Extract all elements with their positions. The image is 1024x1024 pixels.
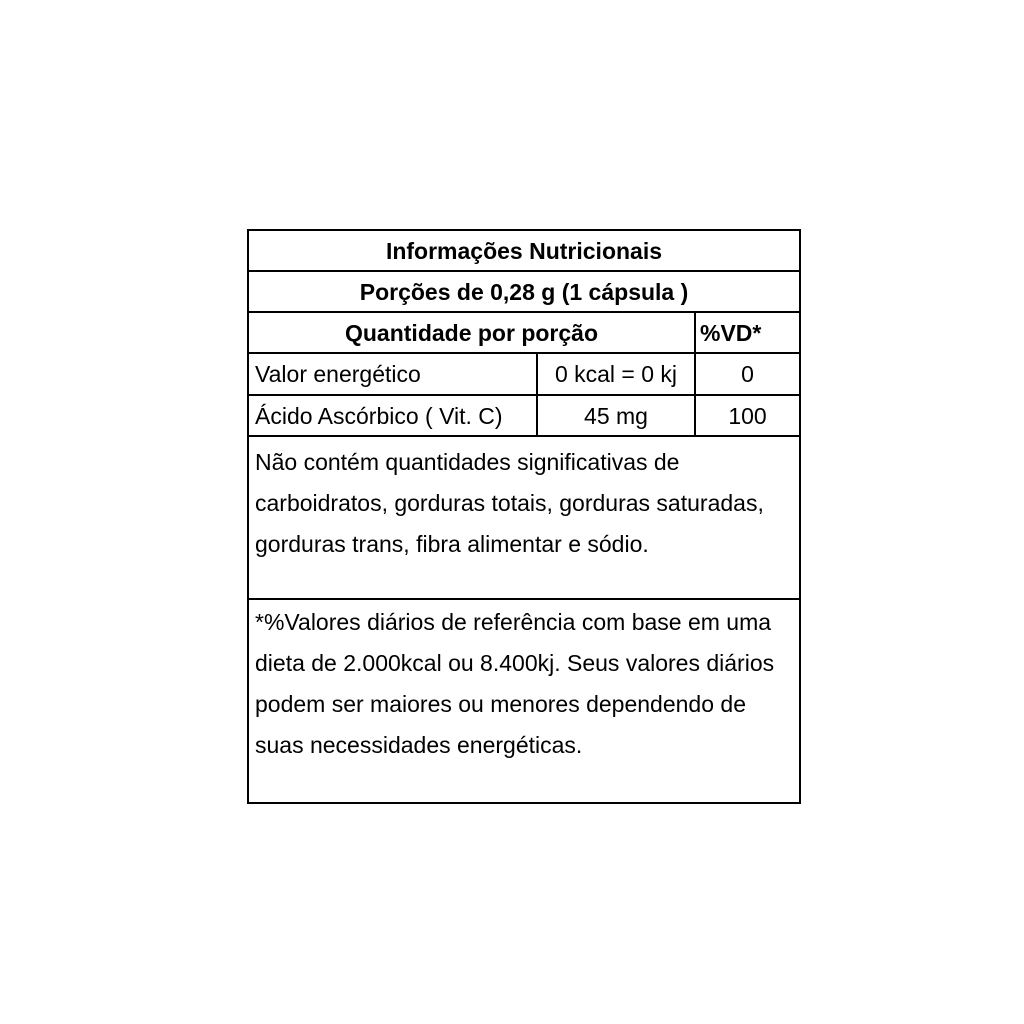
daily-value-footnote: *%Valores diários de referência com base em uma dieta de 2.000kcal ou 8.400kj. Seus valores diários podem ser maiores ou menores dependendo de suas necessidades energéticas. bbox=[255, 609, 775, 758]
daily-value-header: %VD* bbox=[700, 319, 762, 346]
nutrient-daily-value: 100 bbox=[728, 402, 767, 429]
nutrient-name: Ácido Ascórbico ( Vit. C) bbox=[255, 402, 503, 429]
divider bbox=[249, 598, 799, 600]
serving-size: Porções de 0,28 g (1 cápsula ) bbox=[359, 278, 689, 305]
nutrient-name: Valor energético bbox=[255, 360, 421, 387]
nutrition-facts-table bbox=[247, 229, 801, 804]
nutrient-amount: 0 kcal = 0 kj bbox=[554, 360, 678, 387]
divider bbox=[249, 435, 799, 437]
quantity-per-serving-header: Quantidade por porção bbox=[344, 319, 599, 346]
nutrient-daily-value: 0 bbox=[741, 360, 754, 387]
nutrient-amount: 45 mg bbox=[584, 402, 648, 429]
column-divider bbox=[536, 354, 538, 436]
table-title: Informações Nutricionais bbox=[385, 237, 663, 264]
column-divider bbox=[694, 313, 696, 436]
not-significant-note: Não contém quantidades significativas de carboidratos, gorduras totais, gorduras saturadas, gorduras trans, fibra alimentar e sódio. bbox=[255, 449, 764, 557]
